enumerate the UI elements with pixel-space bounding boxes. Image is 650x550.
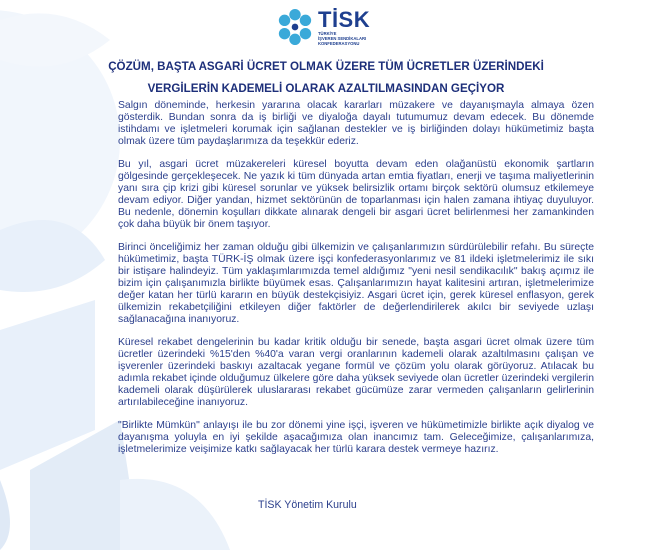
logo-subtitle-1: TÜRKİYE bbox=[318, 30, 337, 36]
paragraph-5: "Birlikte Mümkün" anlayışı ile bu zor dönemi yine işçi, işveren ve hükümetimizle birlikte açık diyalog ve dayanışma yoluyla en iyi şekilde aşacağımıza olan inancımız tam. Geleceğimize, çalışanlarımıza, işletmelerimize veişimize katkı sağlayacak her türlü karara destek vermeye hazırız. bbox=[118, 420, 594, 455]
paragraph-2: Bu yıl, asgari ücret müzakereleri küresel boyutta devam eden olağanüstü ekonomik şartların gölgesinde gerçekleşecek. Ne yazık ki tüm dünyada artan emtia fiyatları, enerji ve taşıma maliyetlerinin yanı sıra çip krizi gibi küresel sorunlar ve yüksek belirsizlik ortamı birçok sektörü olumsuz etkilemeye devam ediyor. Diğer yandan, hizmet sektörünün de toparlanması için halen zamana ihtiyaç duyuluyor. Bu nedenle, dönemin koşulları dikkate alınarak dengeli bir asgari ücret belirlenmesi her zamankinden çok daha büyük bir önem taşıyor. bbox=[118, 159, 594, 230]
paragraph-3: Birinci önceliğimiz her zaman olduğu gibi ülkemizin ve çalışanlarımızın sürdürülebilir refahı. Bu süreçte hükümetimiz, başta TÜRK-İŞ olmak üzere işçi konfederasyonlarımız ve 81 ildeki işletmelerimiz ile sıkı bir istişare halindeyiz. Tüm yaklaşımlarımızda temel aldığımız "yeni nesil sendikacılık" bakış açımız ile bizim için çalışanımızla birlikte büyümek esas. Çalışanlarımızın hayat kalitesini artıran, işletmelerimize değer katan her türlü kararın en büyük destekçisiyiz. Asgari ücret için, gerek küresel enflasyon, gerek ülkemizin rekabetçiliğini etkileyen diğer faktörler de değerlendirilerek akılcı bir seviyede uzlaşı sağlanacağına inanıyoruz. bbox=[118, 242, 594, 325]
statement-body bbox=[118, 100, 594, 467]
tisk-flower-icon bbox=[276, 8, 314, 46]
signature: TİSK Yönetim Kurulu bbox=[258, 499, 357, 511]
logo-subtitle-2: İŞVEREN SENDİKALARI bbox=[318, 35, 367, 41]
paragraph-4: Küresel rekabet dengelerinin bu kadar kritik olduğu bir senede, başta asgari ücret olmak üzere tüm ücretler üzerindeki %15'den %40'a varan vergi oranlarının kademeli olarak azaltılmasını çalışan ve işverenler üzerindeki baskıyı azaltacak yegane formül ve çözüm yolu olarak görüyoruz. Atılacak bu adımla rekabet içinde olduğumuz ülkelere göre daha yüksek seviyede olan ücretler üzerindeki vergilerin kademeli olarak düşürülerek uluslararası rekabet gücümüze zarar vermeden çalışanların gelirlerinin artırılabileceğine inanıyoruz. bbox=[118, 337, 594, 408]
logo-name: TİSK bbox=[318, 6, 371, 32]
paragraph-1: Salgın döneminde, herkesin yararına olacak kararları müzakere ve dayanışmayla almaya özen gösterdik. Bundan sonra da iş birliği ve diyaloğa dayalı tutumumuz devam edecek. Bu dönemde istihdamı ve işletmeleri korumak için sağlanan destekler ve iş birliğinden dolayı hükümetimiz başta olmak üzere tüm paydaşlarımıza da teşekkür ederiz. bbox=[118, 100, 594, 147]
title-line-1: ÇÖZÜM, BAŞTA ASGARİ ÜCRET OLMAK ÜZERE TÜM ÜCRETLER ÜZERİNDEKİ bbox=[108, 60, 544, 73]
page-title bbox=[40, 56, 612, 100]
tisk-logo bbox=[276, 4, 386, 50]
title-line-2: VERGİLERİN KADEMELİ OLARAK AZALTILMASINDAN GEÇİYOR bbox=[147, 82, 505, 95]
logo-subtitle-3: KONFEDERASYONU bbox=[318, 40, 360, 46]
